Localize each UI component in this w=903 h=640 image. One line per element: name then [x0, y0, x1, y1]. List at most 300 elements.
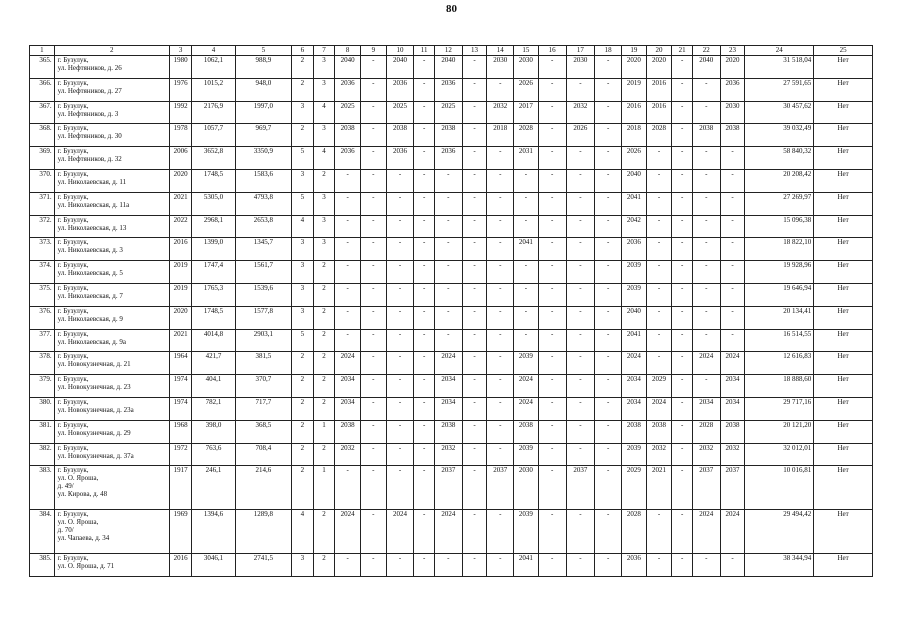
- row-number: 371.: [30, 192, 55, 215]
- data-cell: -: [538, 375, 566, 398]
- address-cell: [54, 466, 169, 510]
- data-cell: -: [595, 169, 622, 192]
- address-line: ул. О. Яроша, д. 71: [57, 562, 115, 571]
- data-cell: -: [720, 215, 745, 238]
- data-cell: -: [462, 56, 487, 79]
- data-cell: 2024: [514, 397, 539, 420]
- data-cell: 2024: [692, 510, 720, 554]
- data-cell: 2028: [692, 420, 720, 443]
- data-cell: 2: [313, 554, 335, 577]
- data-cell: -: [335, 238, 361, 261]
- address-line: д. 70/: [57, 526, 74, 535]
- data-cell: -: [595, 283, 622, 306]
- data-cell: -: [360, 510, 386, 554]
- data-cell: -: [672, 238, 693, 261]
- data-cell: -: [692, 101, 720, 124]
- data-cell: -: [538, 238, 566, 261]
- data-cell: -: [538, 466, 566, 510]
- data-cell: 1748,5: [192, 306, 235, 329]
- data-cell: -: [514, 261, 539, 284]
- row-number: 385.: [30, 554, 55, 577]
- data-cell: -: [360, 215, 386, 238]
- data-cell: -: [335, 261, 361, 284]
- data-cell: 4014,8: [192, 329, 235, 352]
- data-cell: 3652,8: [192, 147, 235, 170]
- data-cell: -: [672, 329, 693, 352]
- data-cell: -: [487, 78, 514, 101]
- data-cell: 2020: [622, 56, 647, 79]
- data-cell: 421,7: [192, 352, 235, 375]
- data-cell: -: [646, 169, 672, 192]
- data-cell: 2037: [720, 466, 745, 510]
- data-cell: -: [360, 169, 386, 192]
- data-cell: 2034: [692, 397, 720, 420]
- data-cell: -: [538, 397, 566, 420]
- flag-cell: Нет: [814, 215, 873, 238]
- data-cell: -: [487, 147, 514, 170]
- data-cell: -: [692, 78, 720, 101]
- data-cell: 3046,1: [192, 554, 235, 577]
- table-row: [30, 283, 873, 306]
- data-cell: -: [595, 510, 622, 554]
- address-line: г. Бузулук,: [57, 78, 89, 87]
- data-cell: -: [360, 375, 386, 398]
- data-cell: -: [692, 306, 720, 329]
- data-cell: 2: [292, 352, 314, 375]
- address-line: ул. Николаевская, д. 7: [57, 291, 123, 300]
- row-number: 375.: [30, 283, 55, 306]
- data-cell: 2040: [622, 306, 647, 329]
- data-cell: -: [538, 306, 566, 329]
- address-line: ул. Николаевская, д. 9: [57, 314, 123, 323]
- row-number: 381.: [30, 420, 55, 443]
- data-cell: 2034: [335, 397, 361, 420]
- data-cell: -: [335, 169, 361, 192]
- flag-cell: Нет: [814, 352, 873, 375]
- data-cell: 4: [313, 147, 335, 170]
- data-cell: -: [672, 466, 693, 510]
- data-cell: 2: [292, 78, 314, 101]
- address-line: ул. Николаевская, д. 13: [57, 223, 127, 232]
- data-cell: 2021: [169, 329, 192, 352]
- data-cell: -: [360, 238, 386, 261]
- cost-cell: 20 121,20: [745, 420, 814, 443]
- data-cell: -: [538, 510, 566, 554]
- data-cell: 782,1: [192, 397, 235, 420]
- row-number: 382.: [30, 443, 55, 466]
- flag-cell: Нет: [814, 554, 873, 577]
- address-line: г. Бузулук,: [57, 329, 89, 338]
- data-cell: -: [566, 192, 595, 215]
- data-cell: 2038: [434, 420, 462, 443]
- data-cell: 1992: [169, 101, 192, 124]
- data-cell: -: [595, 192, 622, 215]
- flag-cell: Нет: [814, 147, 873, 170]
- data-cell: -: [414, 466, 435, 510]
- data-cell: 3: [292, 169, 314, 192]
- data-cell: -: [692, 147, 720, 170]
- data-cell: -: [646, 306, 672, 329]
- data-cell: -: [487, 215, 514, 238]
- data-cell: -: [414, 147, 435, 170]
- column-header: 4: [192, 46, 235, 56]
- table-row: [30, 124, 873, 147]
- data-cell: 4793,8: [235, 192, 292, 215]
- data-cell: 370,7: [235, 375, 292, 398]
- data-cell: 2038: [646, 420, 672, 443]
- data-cell: -: [566, 443, 595, 466]
- data-cell: -: [672, 554, 693, 577]
- data-cell: -: [360, 78, 386, 101]
- column-header: 11: [414, 46, 435, 56]
- data-cell: -: [434, 554, 462, 577]
- column-header: 9: [360, 46, 386, 56]
- data-cell: -: [566, 261, 595, 284]
- cost-cell: 18 822,10: [745, 238, 814, 261]
- data-cell: 3: [313, 192, 335, 215]
- cost-cell: 12 616,83: [745, 352, 814, 375]
- column-header: 6: [292, 46, 314, 56]
- data-cell: -: [487, 329, 514, 352]
- data-cell: -: [672, 283, 693, 306]
- column-header: 7: [313, 46, 335, 56]
- data-cell: 3: [313, 124, 335, 147]
- data-cell: -: [566, 329, 595, 352]
- cost-cell: 27 269,97: [745, 192, 814, 215]
- data-cell: 1748,5: [192, 169, 235, 192]
- data-cell: -: [386, 238, 414, 261]
- data-cell: -: [360, 397, 386, 420]
- data-cell: -: [566, 352, 595, 375]
- address-line: ул. Нефтяников, д. 32: [57, 155, 122, 164]
- data-cell: -: [595, 147, 622, 170]
- address-line: г. Бузулук,: [57, 466, 89, 475]
- data-cell: 2030: [514, 56, 539, 79]
- data-cell: 988,9: [235, 56, 292, 79]
- data-cell: 2019: [169, 261, 192, 284]
- data-cell: -: [386, 375, 414, 398]
- data-cell: -: [414, 215, 435, 238]
- data-cell: -: [538, 147, 566, 170]
- data-cell: 1: [313, 420, 335, 443]
- data-cell: 1917: [169, 466, 192, 510]
- table-row: [30, 56, 873, 79]
- data-cell: 2024: [434, 510, 462, 554]
- table-row: [30, 238, 873, 261]
- data-cell: -: [720, 283, 745, 306]
- flag-cell: Нет: [814, 375, 873, 398]
- data-cell: 381,5: [235, 352, 292, 375]
- table-row: [30, 78, 873, 101]
- row-number: 373.: [30, 238, 55, 261]
- flag-cell: Нет: [814, 443, 873, 466]
- data-cell: -: [462, 375, 487, 398]
- data-cell: -: [692, 329, 720, 352]
- row-number: 384.: [30, 510, 55, 554]
- address-cell: [54, 124, 169, 147]
- data-cell: 3: [292, 238, 314, 261]
- data-cell: -: [538, 56, 566, 79]
- address-line: ул. Нефтяников, д. 26: [57, 64, 122, 72]
- flag-cell: Нет: [814, 78, 873, 101]
- data-cell: -: [720, 238, 745, 261]
- data-cell: 2037: [487, 466, 514, 510]
- data-cell: 2042: [622, 215, 647, 238]
- data-cell: -: [538, 78, 566, 101]
- data-cell: 2: [313, 169, 335, 192]
- data-cell: 2: [292, 420, 314, 443]
- data-cell: -: [566, 375, 595, 398]
- address-line: д. 49/: [57, 482, 74, 491]
- data-cell: 2038: [335, 420, 361, 443]
- table-row: [30, 466, 873, 510]
- data-cell: -: [538, 101, 566, 124]
- data-cell: 3: [313, 56, 335, 79]
- data-cell: 2024: [720, 510, 745, 554]
- data-cell: 2038: [386, 124, 414, 147]
- row-number: 370.: [30, 169, 55, 192]
- data-cell: -: [720, 169, 745, 192]
- data-cell: -: [434, 329, 462, 352]
- row-number: 374.: [30, 261, 55, 284]
- data-cell: 3: [313, 215, 335, 238]
- data-cell: 4: [313, 101, 335, 124]
- data-cell: -: [646, 329, 672, 352]
- row-number: 366.: [30, 78, 55, 101]
- data-cell: 2024: [335, 510, 361, 554]
- data-cell: 2016: [169, 554, 192, 577]
- data-cell: 2039: [622, 443, 647, 466]
- data-cell: -: [692, 283, 720, 306]
- data-cell: -: [646, 352, 672, 375]
- data-cell: -: [487, 352, 514, 375]
- data-cell: -: [487, 238, 514, 261]
- address-line: ул. Новокузнечная, д. 37а: [57, 451, 134, 460]
- data-cell: 1: [313, 466, 335, 510]
- column-header: 16: [538, 46, 566, 56]
- data-cell: 2037: [692, 466, 720, 510]
- data-cell: -: [386, 554, 414, 577]
- data-cell: -: [462, 215, 487, 238]
- data-cell: -: [335, 329, 361, 352]
- data-cell: -: [462, 147, 487, 170]
- data-cell: -: [646, 192, 672, 215]
- data-cell: -: [360, 329, 386, 352]
- data-cell: 2016: [622, 101, 647, 124]
- cost-cell: 20 134,41: [745, 306, 814, 329]
- data-cell: 2034: [434, 397, 462, 420]
- column-header: 3: [169, 46, 192, 56]
- row-number: 383.: [30, 466, 55, 510]
- address-line: г. Бузулук,: [57, 261, 89, 270]
- data-cell: 404,1: [192, 375, 235, 398]
- data-cell: 2041: [622, 329, 647, 352]
- data-cell: 2: [292, 443, 314, 466]
- data-cell: 1345,7: [235, 238, 292, 261]
- column-header: 25: [814, 46, 873, 56]
- data-cell: -: [566, 215, 595, 238]
- data-cell: -: [692, 215, 720, 238]
- data-cell: 2034: [720, 397, 745, 420]
- data-cell: -: [335, 215, 361, 238]
- data-cell: 2038: [434, 124, 462, 147]
- data-cell: 1057,7: [192, 124, 235, 147]
- table-row: [30, 420, 873, 443]
- data-cell: -: [595, 329, 622, 352]
- data-cell: 3: [313, 238, 335, 261]
- data-cell: 2: [313, 306, 335, 329]
- data-cell: -: [672, 124, 693, 147]
- data-cell: -: [414, 238, 435, 261]
- address-line: г. Бузулук,: [57, 215, 89, 224]
- address-line: г. Бузулук,: [57, 420, 89, 429]
- cost-cell: 18 888,60: [745, 375, 814, 398]
- data-cell: -: [672, 261, 693, 284]
- data-cell: 2021: [169, 192, 192, 215]
- data-cell: 2903,1: [235, 329, 292, 352]
- address-line: г. Бузулук,: [57, 283, 89, 292]
- data-cell: -: [595, 56, 622, 79]
- data-cell: -: [462, 101, 487, 124]
- data-cell: -: [462, 169, 487, 192]
- data-cell: -: [595, 397, 622, 420]
- column-header: 20: [646, 46, 672, 56]
- data-cell: -: [414, 56, 435, 79]
- cost-cell: 15 096,38: [745, 215, 814, 238]
- data-cell: -: [595, 215, 622, 238]
- cost-cell: 29 717,16: [745, 397, 814, 420]
- address-line: г. Бузулук,: [57, 375, 89, 384]
- data-cell: 1968: [169, 420, 192, 443]
- data-cell: -: [335, 306, 361, 329]
- data-cell: 2032: [566, 101, 595, 124]
- data-cell: -: [414, 78, 435, 101]
- flag-cell: Нет: [814, 466, 873, 510]
- address-line: ул. Новокузнечная, д. 23а: [57, 405, 134, 414]
- data-cell: -: [487, 554, 514, 577]
- data-cell: -: [672, 306, 693, 329]
- data-cell: 398,0: [192, 420, 235, 443]
- data-cell: 3350,9: [235, 147, 292, 170]
- data-cell: -: [462, 78, 487, 101]
- data-cell: 2041: [622, 192, 647, 215]
- data-cell: 2037: [434, 466, 462, 510]
- data-cell: -: [360, 56, 386, 79]
- table-row: [30, 169, 873, 192]
- data-cell: -: [514, 306, 539, 329]
- row-number: 380.: [30, 397, 55, 420]
- data-cell: 2039: [514, 510, 539, 554]
- data-cell: 2024: [434, 352, 462, 375]
- data-cell: 2029: [622, 466, 647, 510]
- data-cell: -: [566, 420, 595, 443]
- table-row: [30, 215, 873, 238]
- data-cell: -: [595, 466, 622, 510]
- data-cell: 2020: [720, 56, 745, 79]
- column-header: 10: [386, 46, 414, 56]
- row-number: 376.: [30, 306, 55, 329]
- data-cell: 3: [292, 554, 314, 577]
- data-cell: 2034: [434, 375, 462, 398]
- table-row: [30, 329, 873, 352]
- data-cell: -: [692, 261, 720, 284]
- data-cell: 1765,3: [192, 283, 235, 306]
- table-row: [30, 192, 873, 215]
- address-line: ул. Николаевская, д. 11а: [57, 200, 130, 209]
- data-cell: 969,7: [235, 124, 292, 147]
- address-cell: [54, 56, 169, 79]
- data-cell: 1289,8: [235, 510, 292, 554]
- data-cell: 2016: [169, 238, 192, 261]
- data-cell: 2030: [487, 56, 514, 79]
- data-cell: -: [514, 283, 539, 306]
- data-cell: -: [434, 169, 462, 192]
- housing-repair-table: [29, 45, 873, 577]
- data-cell: 2006: [169, 147, 192, 170]
- table-row: [30, 352, 873, 375]
- data-cell: -: [360, 443, 386, 466]
- data-cell: 2024: [646, 397, 672, 420]
- data-cell: -: [487, 306, 514, 329]
- data-cell: 246,1: [192, 466, 235, 510]
- data-cell: 2032: [487, 101, 514, 124]
- data-cell: -: [487, 283, 514, 306]
- data-cell: 2020: [169, 306, 192, 329]
- address-cell: [54, 420, 169, 443]
- data-cell: 2040: [434, 56, 462, 79]
- address-line: г. Бузулук,: [57, 56, 89, 64]
- data-cell: -: [434, 192, 462, 215]
- data-cell: -: [414, 375, 435, 398]
- address-line: ул. О. Яроша,: [57, 474, 99, 483]
- address-line: г. Бузулук,: [57, 238, 89, 247]
- data-cell: -: [566, 397, 595, 420]
- address-line: г. Бузулук,: [57, 147, 89, 156]
- column-header: 1: [30, 46, 55, 56]
- data-cell: -: [386, 352, 414, 375]
- data-cell: -: [646, 215, 672, 238]
- column-header: 22: [692, 46, 720, 56]
- flag-cell: Нет: [814, 238, 873, 261]
- data-cell: -: [487, 443, 514, 466]
- data-cell: -: [335, 554, 361, 577]
- data-cell: 2: [292, 56, 314, 79]
- address-cell: [54, 352, 169, 375]
- address-cell: [54, 510, 169, 554]
- address-cell: [54, 443, 169, 466]
- row-number: 367.: [30, 101, 55, 124]
- data-cell: -: [414, 283, 435, 306]
- data-cell: -: [414, 261, 435, 284]
- column-header: 23: [720, 46, 745, 56]
- data-cell: -: [538, 283, 566, 306]
- data-cell: -: [462, 192, 487, 215]
- data-cell: 2025: [434, 101, 462, 124]
- data-cell: -: [434, 215, 462, 238]
- flag-cell: Нет: [814, 420, 873, 443]
- data-cell: -: [566, 283, 595, 306]
- data-cell: -: [646, 554, 672, 577]
- data-cell: -: [720, 306, 745, 329]
- data-cell: -: [514, 192, 539, 215]
- data-cell: 1980: [169, 56, 192, 79]
- data-cell: 2039: [514, 352, 539, 375]
- data-cell: -: [487, 261, 514, 284]
- data-cell: 2036: [335, 147, 361, 170]
- data-cell: -: [720, 192, 745, 215]
- data-cell: -: [692, 169, 720, 192]
- data-cell: -: [360, 466, 386, 510]
